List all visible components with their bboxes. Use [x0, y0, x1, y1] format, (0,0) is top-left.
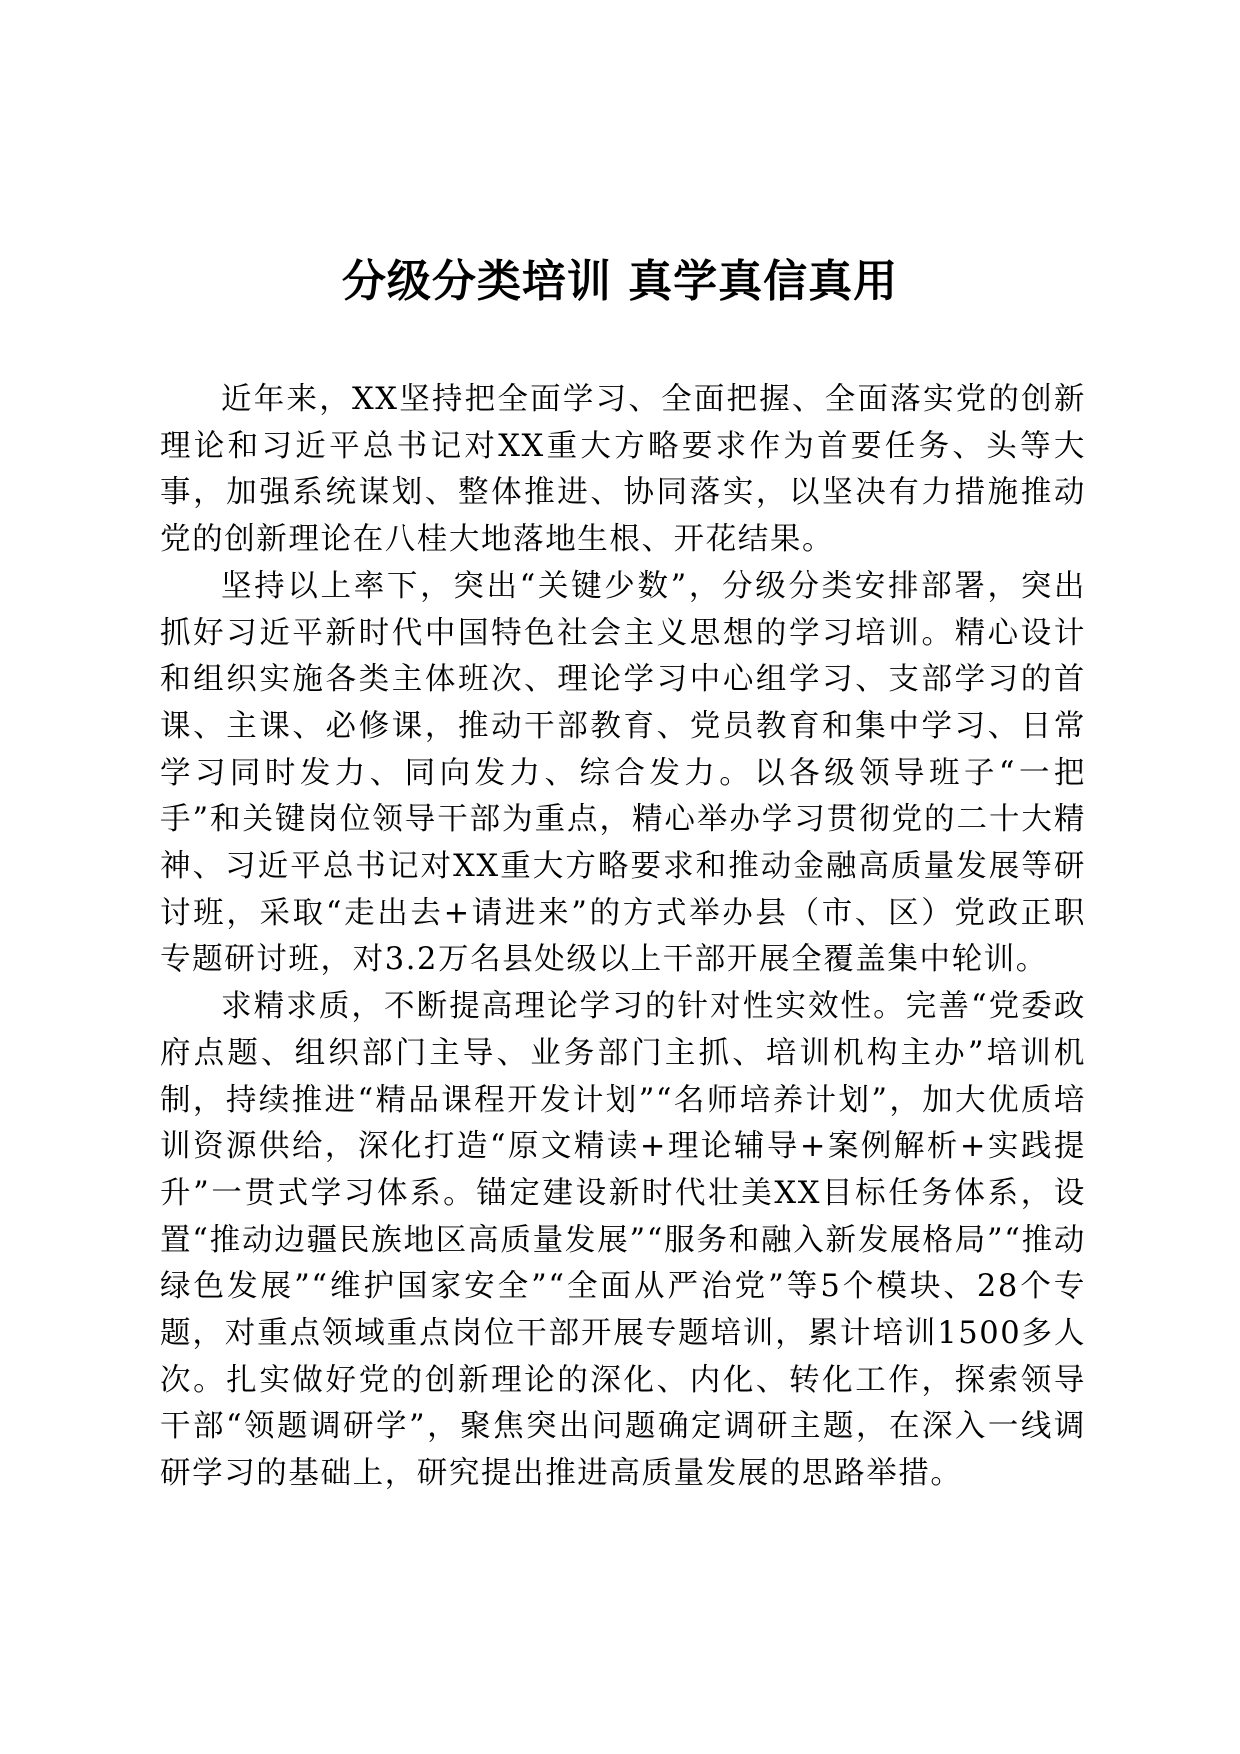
paragraph-2: 坚持以上率下，突出“关键少数”，分级分类安排部署，突出抓好习近平新时代中国特色社会主义思想的学习培训。精心设计和组织实施各类主体班次、理论学习中心组学习、支部学习的首课、主课、必修课，推动干部教育、党员教育和集中学习、日常学习同时发力、同向发力、综合发力。以各级领导班子“一把手”和关键岗位领导干部为重点，精心举办学习贯彻党的二十大精神、习近平总书记对XX重大方略要求和推动金融高质量发展等研讨班，采取“走出去+请进来”的方式举办县（市、区）党政正职专题研讨班，对3.2万名县处级以上干部开展全覆盖集中轮训。: [160, 568, 1086, 978]
document-title: 分级分类培训 真学真信真用: [341, 256, 899, 307]
paragraph-1: 近年来，XX坚持把全面学习、全面把握、全面落实党的创新理论和习近平总书记对XX重大方略要求作为首要任务、头等大事，加强系统谋划、整体推进、协同落实，以坚决有力措施推动党的创新理论在八桂大地落地生根、开花结果。: [160, 382, 1086, 558]
document-body: [160, 377, 1086, 1498]
paragraph-3: 求精求质，不断提高理论学习的针对性实效性。完善“党委政府点题、组织部门主导、业务部门主抓、培训机构主办”培训机制，持续推进“精品课程开发计划”“名师培养计划”，加大优质培训资源供给，深化打造“原文精读+理论辅导+案例解析+实践提升”一贯式学习体系。锚定建设新时代壮美XX目标任务体系，设置“推动边疆民族地区高质量发展”“服务和融入新发展格局”“推动绿色发展”“维护国家安全”“全面从严治党”等5个模块、28个专题，对重点领域重点岗位干部开展专题培训，累计培训1500多人次。扎实做好党的创新理论的深化、内化、转化工作，探索领导干部“领题调研学”，聚焦突出问题确定调研主题，在深入一线调研学习的基础上，研究提出推进高质量发展的思路举措。: [160, 989, 1086, 1492]
